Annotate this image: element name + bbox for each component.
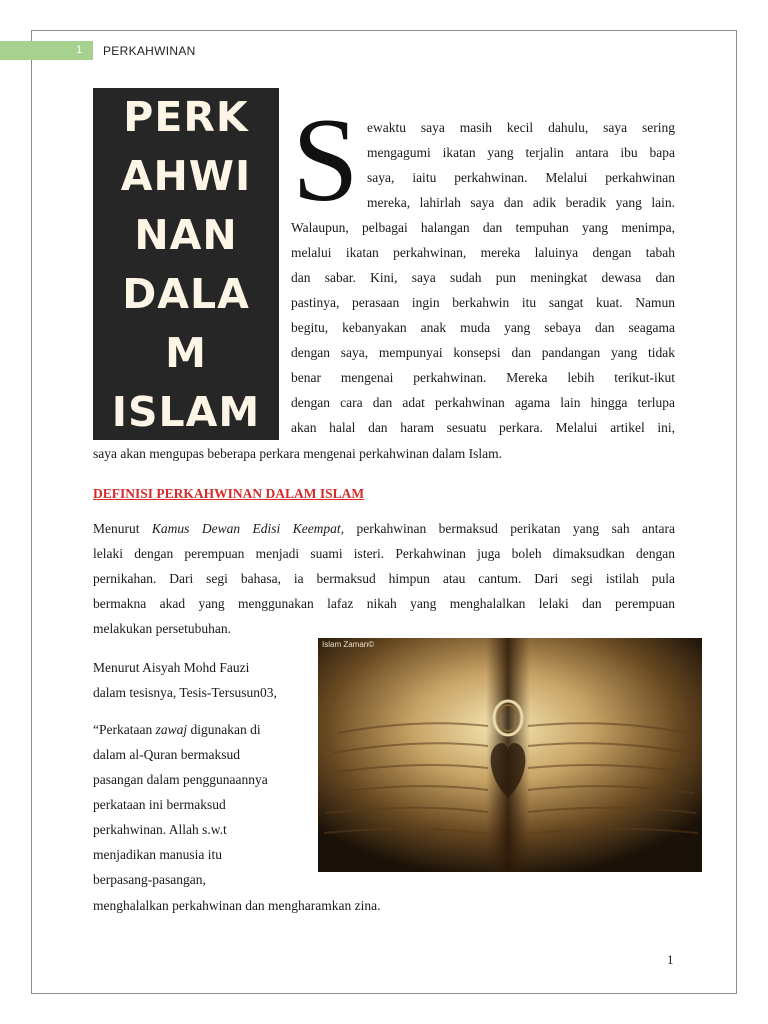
title-line: AHWI	[120, 152, 252, 200]
intro-line: melalui ikatan perkahwinan, mereka laluinya dengan tabah	[291, 245, 675, 260]
title-line: M	[165, 329, 207, 377]
quote-line: menjadikan manusia itu	[93, 847, 222, 862]
page-number: 1	[667, 952, 674, 967]
drop-cap: S	[292, 93, 359, 226]
intro-line: ewaktu saya masih kecil dahulu, saya sering	[367, 120, 675, 135]
intro-line: saya akan mengupas beberapa perkara mengenai perkahwinan dalam Islam.	[93, 446, 502, 461]
intro-line: saya, iaitu perkahwinan. Melalui perkahwinan	[367, 170, 675, 185]
definition-line: lelaki dengan perempuan menjadi suami isteri. Perkahwinan juga boleh dimaksudkan dengan	[93, 546, 675, 561]
quote-line: “Perkataan zawaj digunakan di	[93, 722, 261, 737]
quote-line: menghalalkan perkahwinan dan mengharamkan zina.	[93, 898, 381, 913]
title-line: NAN	[134, 211, 238, 259]
definition-line: melakukan persetubuhan.	[93, 621, 231, 636]
intro-line: pastinya, perasaan ingin berkahwin itu sangat kuat. Namun	[291, 295, 675, 310]
section-heading: DEFINISI PERKAHWINAN DALAM ISLAM	[93, 486, 365, 501]
definition-line: Menurut Kamus Dewan Edisi Keempat, perkahwinan bermaksud perikatan yang sah antara	[93, 521, 675, 536]
intro-line: dengan cara dan adat perkahwinan agama lain hingga terlupa	[291, 395, 675, 410]
article-title-box	[93, 88, 279, 440]
intro-line: Walaupun, pelbagai halangan dan tempuhan yang menimpa,	[291, 220, 675, 235]
photo-watermark: Islam Zaman©	[322, 640, 375, 649]
definition-line: pernikahan. Dari segi bahasa, ia bermaksud himpun atau cantum. Dari segi istilah pula	[93, 571, 675, 586]
intro-line: akan halal dan haram sesuatu perkara. Melalui artikel ini,	[291, 420, 675, 435]
citation-line: dalam tesisnya, Tesis-Tersusun03,	[93, 685, 277, 700]
intro-line: dengan saya, mempunyai konsepsi dan pandangan yang tidak	[291, 345, 675, 360]
title-line: DALA	[122, 270, 250, 318]
quote-line: perkataan ini bermaksud	[93, 797, 226, 812]
quote-line: berpasang-pasangan,	[93, 872, 206, 887]
intro-line: dan sabar. Kini, saya sudah pun meningkat dewasa dan	[291, 270, 675, 285]
header-page-number: 1	[76, 44, 83, 56]
citation-line: Menurut Aisyah Mohd Fauzi	[93, 660, 250, 675]
header-title: PERKAHWINAN	[103, 44, 196, 58]
definition-line: bermakna akad yang menggunakan lafaz nikah yang menghalalkan lelaki dan perempuan	[93, 596, 675, 611]
quote-line: pasangan dalam penggunaannya	[93, 772, 268, 787]
intro-line: mengagumi ikatan yang terjalin antara ibu bapa	[367, 145, 675, 160]
title-line: PERK	[123, 93, 249, 141]
quran-ring-photo	[318, 638, 702, 872]
quote-line: perkahwinan. Allah s.w.t	[93, 822, 227, 837]
intro-line: begitu, kebanyakan anak muda yang sebaya dan seagama	[291, 320, 675, 335]
intro-line: benar mengenai perkahwinan. Mereka lebih terikut-ikut	[291, 370, 675, 385]
photo-illustration	[318, 638, 702, 872]
intro-line: mereka, lahirlah saya dan adik beradik yang lain.	[367, 195, 675, 210]
title-line: ISLAM	[111, 388, 261, 436]
quote-line: dalam al-Quran bermaksud	[93, 747, 240, 762]
